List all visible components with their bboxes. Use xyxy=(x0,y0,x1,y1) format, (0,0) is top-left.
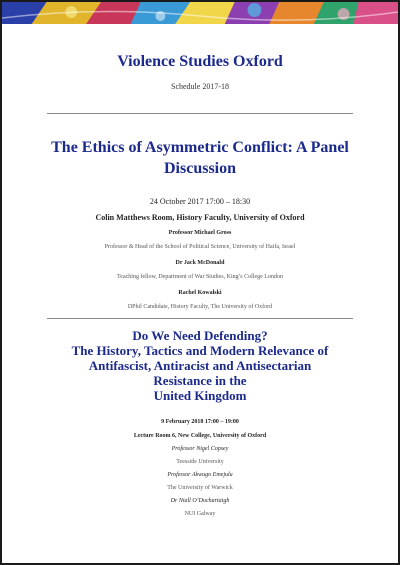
banner-artwork xyxy=(2,2,398,24)
event-1 xyxy=(2,137,398,311)
speaker-name: Dr Jack McDonald xyxy=(175,260,225,266)
section-divider xyxy=(47,113,353,114)
speaker-affiliation: NUI Galway xyxy=(184,511,216,517)
event-2-title-line: United Kingdom xyxy=(153,388,247,403)
decorative-banner-image xyxy=(2,2,398,24)
speaker-name: Professor Akwugo Emejulu xyxy=(167,472,233,478)
speaker-affiliation: Teesside University xyxy=(176,459,224,465)
speaker-name: Dr Niall O’Dochartaigh xyxy=(170,498,230,504)
event-2 xyxy=(2,328,398,518)
event-1-venue: Colin Matthews Room, History Faculty, University of Oxford xyxy=(95,213,305,222)
section-divider xyxy=(47,318,353,319)
site-title: Violence Studies Oxford xyxy=(117,53,283,70)
event-2-title-line: Do We Need Defending? xyxy=(132,328,268,343)
speaker-name: Professor Nigel Copsey xyxy=(171,446,229,452)
speaker-affiliation: The University of Warwick xyxy=(167,485,233,491)
event-2-title-line: The History, Tactics and Modern Relevance of xyxy=(71,343,329,358)
schedule-subtitle: Schedule 2017-18 xyxy=(171,82,229,91)
speaker-name: Rachel Kowalski xyxy=(178,290,222,296)
event-1-title: The Ethics of Asymmetric Conflict: A Panel Discussion xyxy=(51,139,349,177)
event-2-title-line: Antifascist, Antiracist and Antisectarian xyxy=(88,358,312,373)
event-2-title xyxy=(22,328,378,403)
event-2-datetime: 9 February 2018 17:00 – 19:00 xyxy=(161,419,239,425)
event-1-datetime: 24 October 2017 17:00 – 18:30 xyxy=(149,197,251,206)
speaker-affiliation: Professor & Head of the School of Political Science, University of Haifa, Israel xyxy=(104,244,296,250)
event-2-venue: Lecture Room 6, New College, University of Oxford xyxy=(133,433,267,439)
speaker-affiliation: DPhil Candidate, History Faculty, The University of Oxford xyxy=(127,304,273,310)
speaker-affiliation: Teaching fellow, Department of War Studies, King’s College London xyxy=(117,274,283,280)
speaker-name: Professor Michael Gross xyxy=(168,230,232,236)
event-2-title-line: Resistance in the xyxy=(153,373,247,388)
document-content xyxy=(2,24,398,518)
